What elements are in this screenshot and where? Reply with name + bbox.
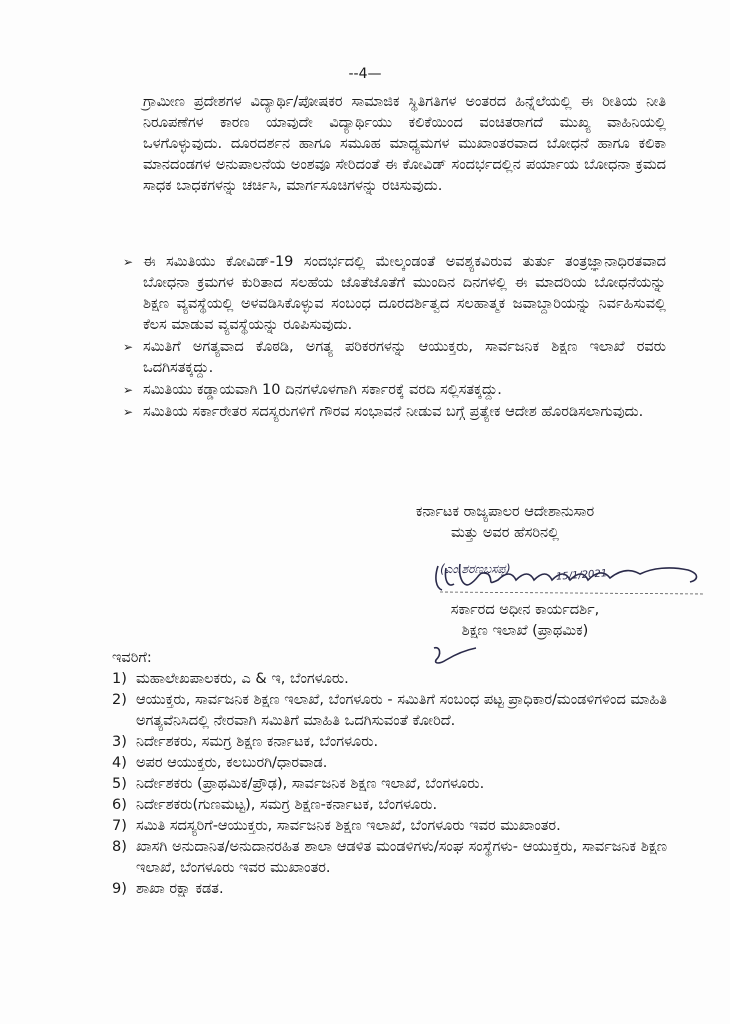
recipient-item: 2) ಆಯುಕ್ತರು, ಸಾರ್ವಜನಿಕ ಶಿಕ್ಷಣ ಇಲಾಖೆ, ಬೆಂಗಳೂರು - ಸಮಿತಿಗೆ ಸಂಬಂಧ ಪಟ್ಟ ಪ್ರಾಧಿಕಾರ/ಮಂಡಳಿಗಳಿಂದ ಮಾಹಿತಿ ಅಗತ್ಯವೆನಿಸಿದಲ್ಲಿ ನೇರವಾಗಿ ಸಮಿತಿಗೆ ಮಾಹಿತಿ ಒದಗಿಸುವಂತೆ ಕೋರಿದೆ. xyxy=(112,692,667,729)
handwritten-initial xyxy=(430,644,480,670)
bullet-list xyxy=(123,252,666,424)
recipient-item: 5) ನಿರ್ದೇಶಕರು (ಪ್ರಾಥಮಿಕ/ಪ್ರೌಢ), ಸಾರ್ವಜನಿಕ ಶಿಕ್ಷಣ ಇಲಾಖೆ, ಬೆಂಗಳೂರು. xyxy=(112,776,485,792)
arrow-bullet-icon: ➢ xyxy=(123,383,134,397)
bullet-item: ➢ ಸಮಿತಿಯ ಸರ್ಕಾರೇತರ ಸದಸ್ಯರುಗಳಿಗೆ ಗೌರವ ಸಂಭಾವನೆ ನೀಡುವ ಬಗ್ಗೆ ಪ್ರತ್ಯೇಕ ಆದೇಶ ಹೊರಡಿಸಲಾಗುವುದು. xyxy=(143,402,666,423)
bullet-item: ➢ ಸಮಿತಿಗೆ ಅಗತ್ಯವಾದ ಕೊಠಡಿ, ಅಗತ್ಯ ಪರಿಕರಗಳನ್ನು ಆಯುಕ್ತರು, ಸಾರ್ವಜನಿಕ ಶಿಕ್ಷಣ ಇಲಾಖೆ ರವರು ಒದಗಿಸತಕ್ಕದ್ದು. xyxy=(123,339,666,376)
recipient-item: 3) ನಿರ್ದೇಶಕರು, ಸಮಗ್ರ ಶಿಕ್ಷಣ ಕರ್ನಾಟಕ, ಬೆಂಗಳೂರು. xyxy=(112,734,379,750)
designation: ಸರ್ಕಾರದ ಅಧೀನ ಕಾರ್ಯದರ್ಶಿ, ಶಿಕ್ಷಣ ಇಲಾಖೆ (ಪ್ರಾಥಮಿಕ) xyxy=(450,602,600,639)
signatory-name: (ಎಂ.ಶರಣಬಸಪ್ಪ) xyxy=(440,562,511,576)
recipients-label: ಇವರಿಗೆ: xyxy=(112,650,152,666)
recipients-list xyxy=(112,669,667,900)
arrow-bullet-icon: ➢ xyxy=(123,405,134,419)
recipient-item: 8) ಖಾಸಗಿ ಅನುದಾನಿತ/ಅನುದಾನರಹಿತ ಶಾಲಾ ಆಡಳಿತ ಮಂಡಳಿಗಳು/ಸಂಘ ಸಂಸ್ಥೆಗಳು- ಆಯುಕ್ತರು, ಸಾರ್ವಜನಿಕ ಶಿಕ್ಷಣ ಇಲಾಖೆ, ಬೆಂಗಳೂರು ಇವರ ಮುಖಾಂತರ. xyxy=(112,839,667,876)
recipient-item: 6) ನಿರ್ದೇಶಕರು(ಗುಣಮಟ್ಟ), ಸಮಗ್ರ ಶಿಕ್ಷಣ-ಕರ್ನಾಟಕ, ಬೆಂಗಳೂರು. xyxy=(112,797,438,813)
arrow-bullet-icon: ➢ xyxy=(123,255,134,269)
closing-authority: ಕರ್ನಾಟಕ ರಾಜ್ಯಪಾಲರ ಆದೇಶಾನುಸಾರ ಮತ್ತು ಅವರ ಹೆಸರಿನಲ್ಲಿ xyxy=(415,504,595,541)
signature-date: 15/1/2021 xyxy=(555,568,608,583)
recipient-item: 4) ಅಪರ ಆಯುಕ್ತರು, ಕಲಬುರಗಿ/ಧಾರವಾಡ. xyxy=(112,755,328,771)
intro-paragraph: ಗ್ರಾಮೀಣ ಪ್ರದೇಶಗಳ ವಿದ್ಯಾರ್ಥಿ/ಪೋಷಕರ ಸಾಮಾಜಿಕ ಸ್ಥಿತಿಗತಿಗಳ ಅಂತರದ ಹಿನ್ನೆಲೆಯಲ್ಲಿ ಈ ರೀತಿಯ ನೀತಿ ನಿರೂಪಣೆಗಳ ಕಾರಣ ಯಾವುದೇ ವಿದ್ಯಾರ್ಥಿಯು ಕಲಿಕೆಯಿಂದ ವಂಚಿತರಾಗದೆ ಮುಖ್ಯ ವಾಹಿನಿಯಲ್ಲಿ ಒಳಗೊಳ್ಳುವುದು. ದೂರದರ್ಶನ ಹಾಗೂ ಸಮೂಹ ಮಾಧ್ಯಮಗಳ ಮುಖಾಂತರವಾದ ಬೋಧನೆ ಹಾಗೂ ಕಲಿಕಾ ಮಾನದಂಡಗಳ ಅನುಪಾಲನೆಯ ಅಂಶವೂ ಸೇರಿದಂತೆ ಈ ಕೋವಿಡ್ ಸಂದರ್ಭದಲ್ಲಿನ ಪರ್ಯಾಯ ಬೋಧನಾ ಕ್ರಮದ ಸಾಧಕ ಬಾಧಕಗಳನ್ನು ಚರ್ಚಿಸಿ, ಮಾರ್ಗಸೂಚಿಗಳನ್ನು ರಚಿಸುವುದು. xyxy=(143,94,666,194)
recipient-item: 7) ಸಮಿತಿ ಸದಸ್ಯರಿಗೆ-ಆಯುಕ್ತರು, ಸಾರ್ವಜನಿಕ ಶಿಕ್ಷಣ ಇಲಾಖೆ, ಬೆಂಗಳೂರು ಇವರ ಮುಖಾಂತರ. xyxy=(112,818,561,834)
recipient-item: 1) ಮಹಾಲೇಖಪಾಲಕರು, ಎ & ಇ, ಬೆಂಗಳೂರು. xyxy=(112,671,349,687)
recipient-item: 9) ಶಾಖಾ ರಕ್ಷಾ ಕಡತ. xyxy=(112,881,224,897)
arrow-bullet-icon: ➢ xyxy=(123,340,134,354)
bullet-item: ➢ ಸಮಿತಿಯು ಕಡ್ಡಾಯವಾಗಿ 10 ದಿನಗಳೊಳಗಾಗಿ ಸರ್ಕಾರಕ್ಕೆ ವರದಿ ಸಲ್ಲಿಸತಕ್ಕದ್ದು. xyxy=(143,380,666,401)
page-number: --4— xyxy=(348,66,382,82)
bullet-item: ➢ ಈ ಸಮಿತಿಯು ಕೋವಿಡ್-19 ಸಂದರ್ಭದಲ್ಲಿ ಮೇಲ್ಕಂಡಂತೆ ಅವಶ್ಯಕವಿರುವ ತುರ್ತು ತಂತ್ರಜ್ಞಾನಾಧಿರತವಾದ ಬೋಧನಾ ಕ್ರಮಗಳ ಕುರಿತಾದ ಸಲಹೆಯ ಜೊತೆಜೊತೆಗೆ ಮುಂದಿನ ದಿನಗಳಲ್ಲಿ ಈ ಮಾದರಿಯ ಬೋಧನೆಯನ್ನು ಶಿಕ್ಷಣ ವ್ಯವಸ್ಥೆಯಲ್ಲಿ ಅಳವಡಿಸಿಕೊಳ್ಳುವ ಸಂಬಂಧ ದೂರದರ್ಶಿತ್ವದ ಸಲಹಾತ್ಮಕ ಜವಾಬ್ದಾರಿಯನ್ನು ನಿರ್ವಹಿಸುವಲ್ಲಿ ಕೆಲಸ ಮಾಡುವ ವ್ಯವಸ್ಥೆಯನ್ನು ರೂಪಿಸುವುದು. xyxy=(123,254,666,333)
